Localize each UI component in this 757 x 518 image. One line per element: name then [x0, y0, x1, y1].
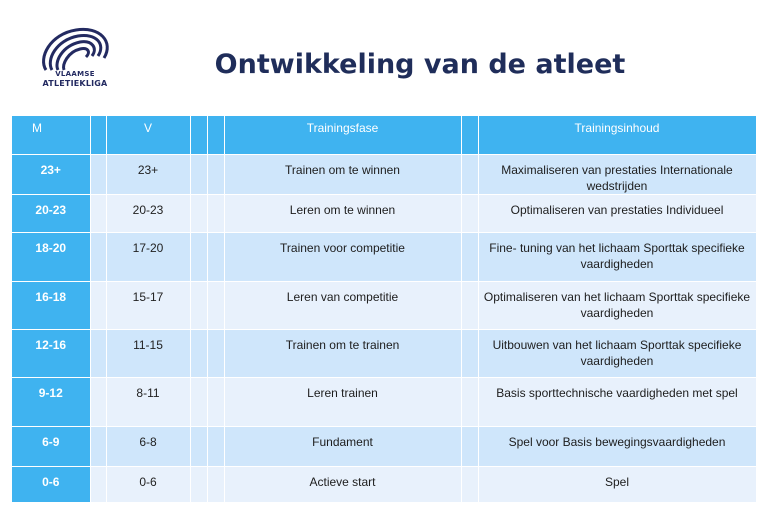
table-row: [12, 466, 756, 502]
table-row: [12, 377, 756, 426]
cell-gap: [190, 426, 207, 466]
header-gap: [90, 116, 106, 154]
cell-v: 20-23: [106, 194, 190, 232]
table-row: [12, 329, 756, 377]
cell-gap: [90, 426, 106, 466]
cell-trainingsinhoud: Spel voor Basis bewegingsvaardigheden: [478, 426, 756, 466]
logo-line-2: ATLETIEKLIGA: [42, 79, 108, 88]
cell-v: 0-6: [106, 466, 190, 502]
cell-m: 23+: [12, 154, 90, 194]
cell-gap: [207, 194, 224, 232]
cell-gap: [90, 281, 106, 329]
cell-trainingsfase: Trainen om te winnen: [224, 154, 461, 194]
cell-trainingsinhoud: Optimaliseren van het lichaam Sporttak specifieke vaardigheden: [478, 281, 756, 329]
cell-gap: [461, 426, 478, 466]
table-row: [12, 281, 756, 329]
cell-gap: [207, 154, 224, 194]
header-gap: [461, 116, 478, 154]
cell-trainingsinhoud: Uitbouwen van het lichaam Sporttak specifieke vaardigheden: [478, 329, 756, 377]
cell-trainingsfase: Actieve start: [224, 466, 461, 502]
cell-trainingsfase: Fundament: [224, 426, 461, 466]
cell-gap: [461, 194, 478, 232]
cell-trainingsinhoud: Spel: [478, 466, 756, 502]
cell-gap: [190, 154, 207, 194]
cell-v: 23+: [106, 154, 190, 194]
cell-trainingsinhoud: Basis sporttechnische vaardigheden met spel: [478, 377, 756, 426]
cell-gap: [207, 377, 224, 426]
cell-gap: [207, 466, 224, 502]
column-header-trainingsfase: Trainingsfase: [224, 116, 461, 154]
cell-m: 12-16: [12, 329, 90, 377]
cell-gap: [207, 281, 224, 329]
cell-m: 20-23: [12, 194, 90, 232]
cell-m: 16-18: [12, 281, 90, 329]
cell-trainingsfase: Trainen voor competitie: [224, 232, 461, 281]
cell-gap: [190, 377, 207, 426]
cell-gap: [461, 329, 478, 377]
cell-m: 9-12: [12, 377, 90, 426]
cell-gap: [90, 466, 106, 502]
table-row: [12, 194, 756, 232]
cell-gap: [207, 426, 224, 466]
cell-m: 0-6: [12, 466, 90, 502]
table-row: [12, 232, 756, 281]
cell-gap: [461, 232, 478, 281]
cell-trainingsfase: Leren van competitie: [224, 281, 461, 329]
cell-v: 6-8: [106, 426, 190, 466]
cell-trainingsinhoud: Fine- tuning van het lichaam Sporttak specifieke vaardigheden: [478, 232, 756, 281]
cell-gap: [461, 466, 478, 502]
column-header-v: V: [106, 116, 190, 154]
cell-gap: [207, 329, 224, 377]
logo-line-1: VLAAMSE: [55, 70, 95, 78]
page-title: Ontwikkeling van de atleet: [214, 49, 626, 80]
cell-trainingsfase: Leren trainen: [224, 377, 461, 426]
cell-gap: [461, 154, 478, 194]
column-header-trainingsinhoud: Trainingsinhoud: [478, 116, 756, 154]
cell-trainingsinhoud: Maximaliseren van prestaties Internationale wedstrijden: [478, 154, 756, 194]
cell-gap: [90, 154, 106, 194]
cell-gap: [90, 377, 106, 426]
cell-m: 6-9: [12, 426, 90, 466]
header-gap: [190, 116, 207, 154]
cell-gap: [90, 232, 106, 281]
cell-trainingsfase: Leren om te winnen: [224, 194, 461, 232]
cell-gap: [190, 329, 207, 377]
development-table: [12, 116, 757, 503]
cell-gap: [461, 281, 478, 329]
table-header: [12, 116, 756, 154]
cell-gap: [207, 232, 224, 281]
cell-gap: [190, 281, 207, 329]
cell-v: 8-11: [106, 377, 190, 426]
table-row: [12, 154, 756, 194]
table-row: [12, 426, 756, 466]
cell-trainingsfase: Trainen om te trainen: [224, 329, 461, 377]
cell-v: 17-20: [106, 232, 190, 281]
cell-v: 15-17: [106, 281, 190, 329]
logo-wordmark: [30, 70, 120, 88]
cell-gap: [190, 194, 207, 232]
cell-gap: [90, 329, 106, 377]
cell-trainingsinhoud: Optimaliseren van prestaties Individueel: [478, 194, 756, 232]
column-header-m: M: [12, 116, 90, 154]
cell-v: 11-15: [106, 329, 190, 377]
cell-gap: [461, 377, 478, 426]
cell-m: 18-20: [12, 232, 90, 281]
cell-gap: [190, 466, 207, 502]
header-gap: [207, 116, 224, 154]
cell-gap: [190, 232, 207, 281]
cell-gap: [90, 194, 106, 232]
